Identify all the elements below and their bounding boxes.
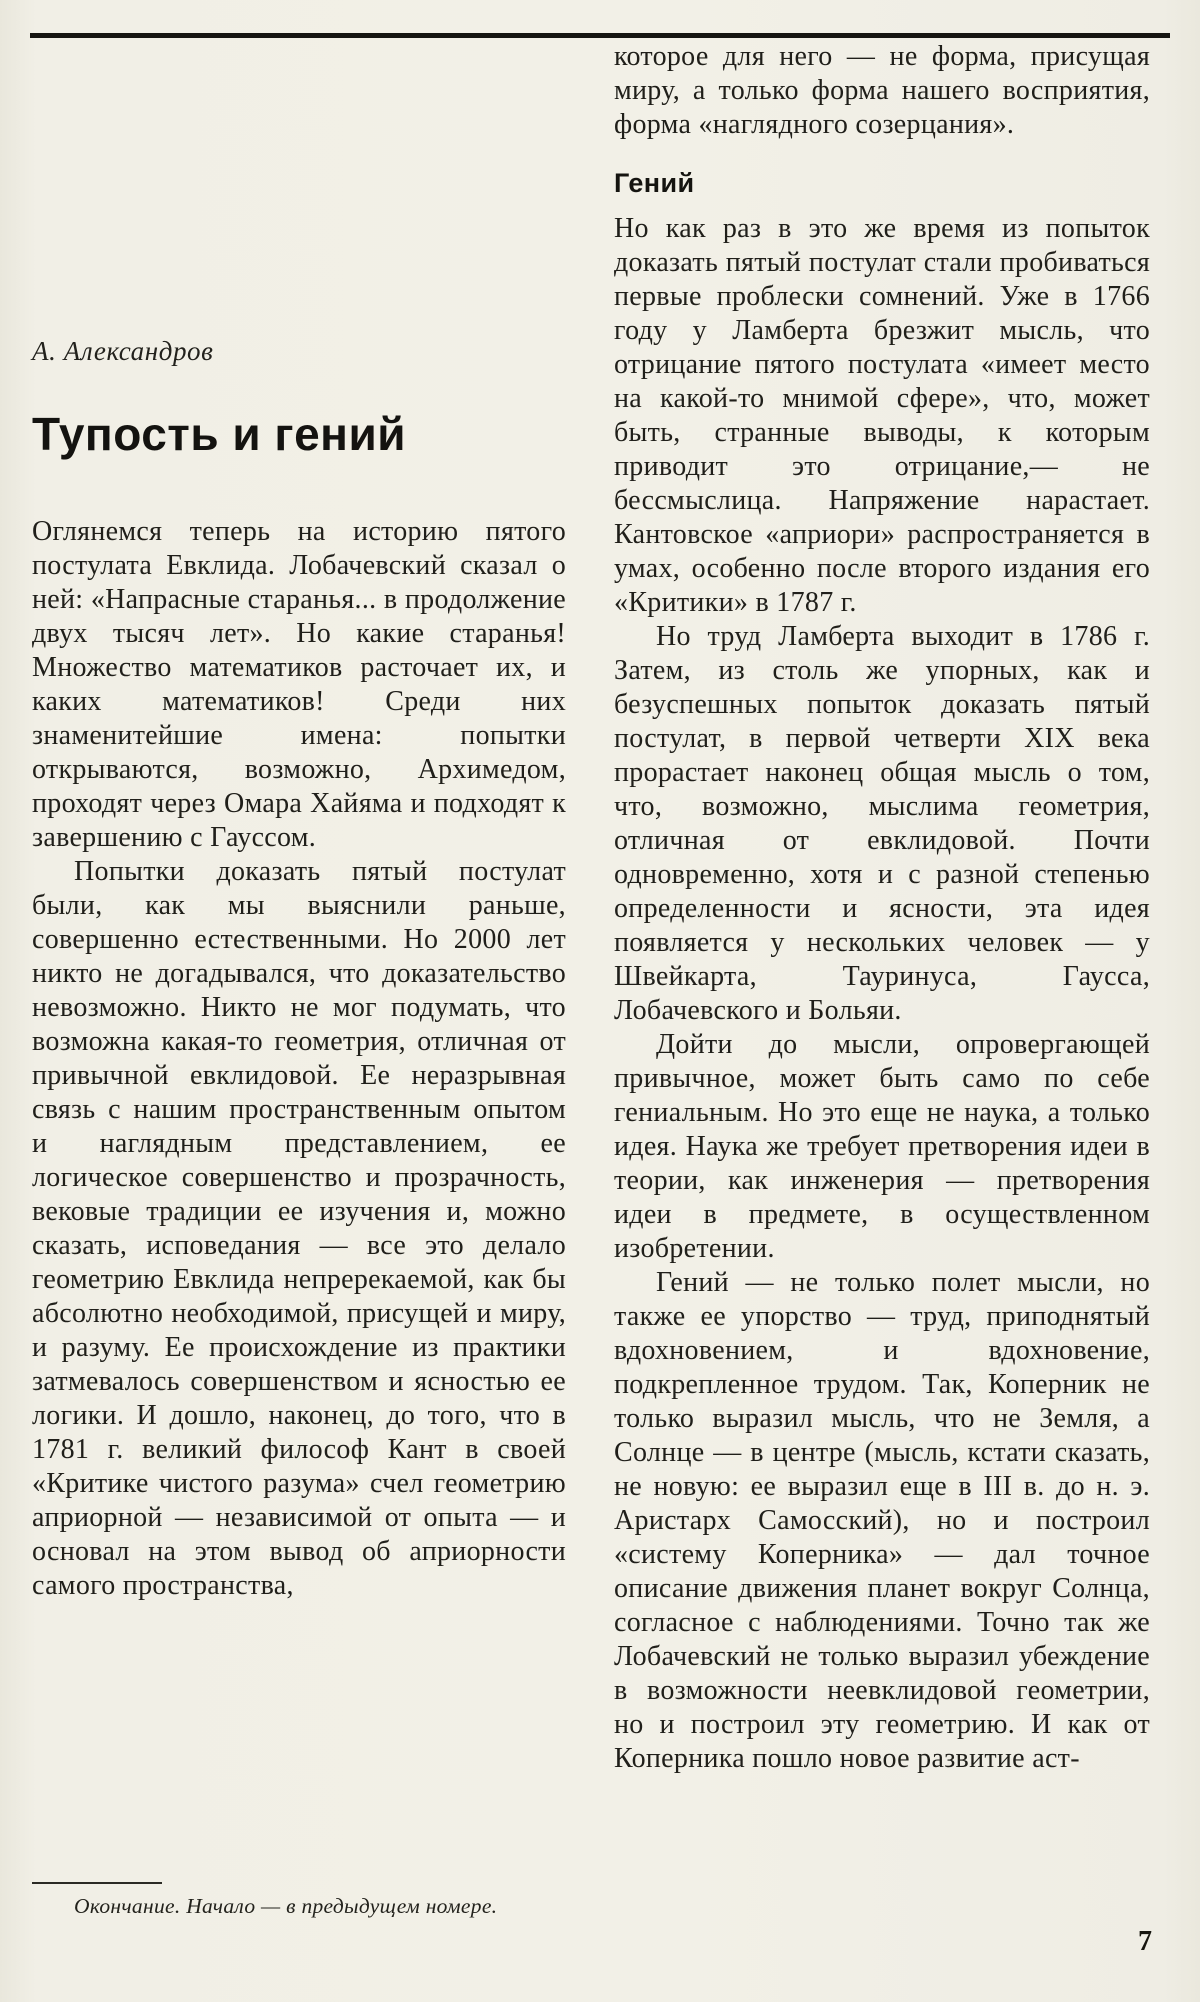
footnote-block <box>32 1882 566 1919</box>
section-heading: Гений <box>614 168 695 198</box>
paragraph: Оглянемся теперь на историю пятого постулата Евклида. Лобачевский сказал о ней: «Напрасные старанья... в продолжение двух тысяч лет». Но какие старанья! Множество математиков расточает их, и каких математиков! Среди них знаменитейшие имена: попытки открываются, возможно, Архимедом, проходят через Омара Хайяма и подходят к завершению с Гауссом. <box>32 516 566 853</box>
paragraph: Но труд Ламберта выходит в 1786 г. Затем, из столь же упорных, как и безуспешных попыток доказать пятый постулат, в первой четверти XIX века прорастает наконец общая мысль о том, что, возможно, мыслима геометрия, отличная от евклидовой. Почти одновременно, хотя и с разной степенью определенности и ясности, эта идея появляется у нескольких человек — у Швейкарта, Тауринуса, Гаусса, Лобачевского и Больяи. <box>614 621 1150 1026</box>
top-rule <box>30 33 1170 38</box>
article-title: Тупость и гений <box>32 408 407 460</box>
author-byline: А. Александров <box>32 336 214 366</box>
paragraph-continuation: которое для него — не форма, присущая миру, а только форма нашего восприятия, форма «наглядного созерцания». <box>614 41 1150 140</box>
left-column <box>32 46 566 1603</box>
paragraph: Попытки доказать пятый постулат были, как мы выяснили раньше, совершенно естественными. Но 2000 лет никто не догадывался, что доказательство невозможно. Никто не мог подумать, что возможна какая-то геометрия, отличная от привычной евклидовой. Ее неразрывная связь с нашим пространственным опытом и наглядным представлением, ее логическое совершенство и прозрачность, вековые традиции ее изучения и, можно сказать, исповедания — все это делало геометрию Евклида непререкаемой, как бы абсолютно необходимой, присущей и миру, и разуму. Ее происхождение из практики затмевалось совершенством и ясностью ее логики. И дошло, наконец, до того, что в 1781 г. великий философ Кант в своей «Критике чистого разума» счел геометрию априорной — независимой от опыта — и основал на этом вывод об априорности самого пространства, <box>32 856 566 1601</box>
paragraph: Гений — не только полет мысли, но также ее упорство — труд, приподнятый вдохновением, и вдохновение, подкрепленное трудом. Так, Коперник не только выразил мысль, что не Земля, а Солнце — в центре (мысль, кстати сказать, не новую: ее выразил еще в III в. до н. э. Аристарх Самосский), но и построил «систему Коперника» — дал точное описание движения планет вокруг Солнца, согласное с наблюдениями. Точно так же Лобачевский не только выразил убеждение в возможности неевклидовой геометрии, но и построил эту геометрию. И как от Коперника пошло новое развитие аст- <box>614 1267 1150 1774</box>
footnote: Окончание. Начало — в предыдущем номере. <box>74 1894 498 1918</box>
paragraph: Дойти до мысли, опровергающей привычное, может быть само по себе гениальным. Но это еще не наука, а только идея. Наука же требует претворения идеи в теории, как инженерия — претворения идеи в предмете, в осуществленном изобретении. <box>614 1029 1150 1264</box>
page-number: 7 <box>1138 1926 1152 1957</box>
right-column <box>614 40 1150 1776</box>
footnote-rule <box>32 1882 162 1884</box>
paragraph: Но как раз в это же время из попыток доказать пятый постулат стали пробиваться первые проблески сомнений. Уже в 1766 году у Ламберта брезжит мысль, что отрицание пятого постулата «имеет место на какой-то мнимой сфере», что, может быть, странные выводы, к которым приводит это отрицание,— не бессмыслица. Напряжение нарастает. Кантовское «априори» распространяется в умах, особенно после второго издания его «Критики» в 1787 г. <box>614 213 1150 618</box>
